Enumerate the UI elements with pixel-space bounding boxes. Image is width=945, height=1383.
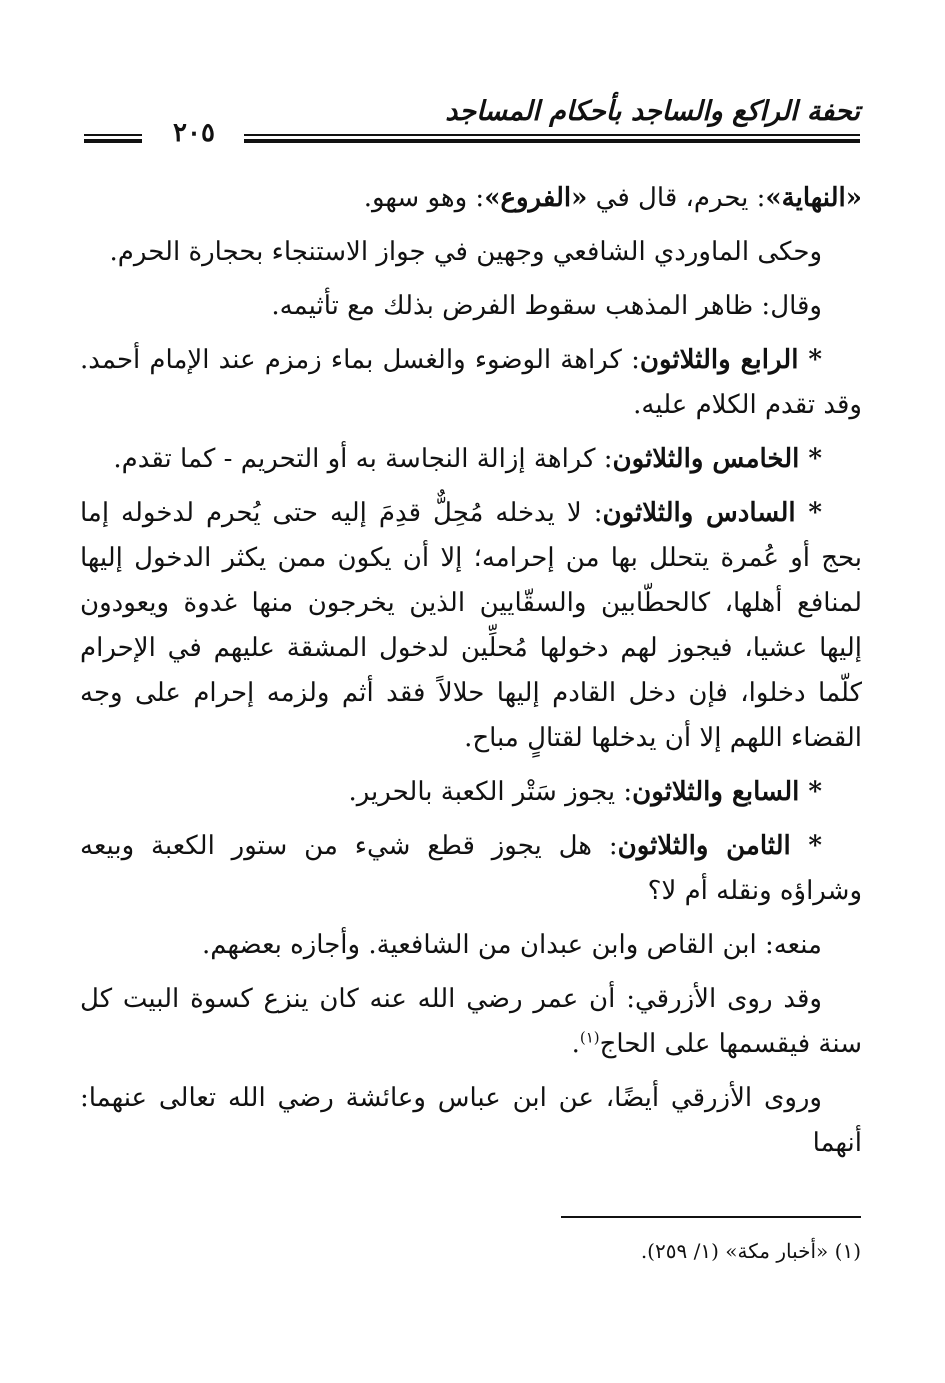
bold-heading-text: «النهاية» <box>765 183 862 213</box>
bold-heading-text: * الرابع والثلاثون <box>639 345 823 375</box>
header-rule-thick <box>244 139 860 143</box>
paragraph-text: . <box>571 1029 580 1059</box>
header-rule-left <box>84 134 142 136</box>
paragraph <box>80 338 862 428</box>
paragraph-text: وحكى الماوردي الشافعي وجهين في جواز الاستنجاء بحجارة الحرم. <box>109 237 822 267</box>
page-number: ٢٠٥ <box>173 118 215 148</box>
book-title: تحفة الراكع والساجد بأحكام المساجد <box>445 96 860 127</box>
paragraph-text: : يجوز سَتْر الكعبة بالحرير. <box>348 777 633 807</box>
paragraph-text: : هل يجوز قطع شيء من ستور الكعبة وبيعه وشراؤه ونقله أم لا؟ <box>80 831 862 906</box>
bold-heading-text: «الفروع» <box>484 183 588 213</box>
paragraph <box>80 923 862 968</box>
header-rule <box>244 134 860 136</box>
bold-heading-text: * الخامس والثلاثون <box>612 444 822 474</box>
paragraph <box>80 770 862 815</box>
paragraph <box>80 437 862 482</box>
paragraph <box>80 977 862 1067</box>
footnote-item: (١) «أخبار مكة» (١/ ٢٥٩). <box>640 1239 861 1263</box>
footnotes <box>161 1236 861 1266</box>
bold-heading-text: * السادس والثلاثون <box>602 498 822 528</box>
paragraph <box>80 284 862 329</box>
footnote-separator <box>561 1216 861 1218</box>
paragraph-text: : لا يدخله مُحِلٌّ قدِمَ إليه حتى يُحرم لدخوله إما بحج أو عُمرة يتحلل بها من إحرامه؛ إلا أن يكون ممن يكثر الدخول إليها لمنافع أهلها، كالحطّابين والسقّايين الذين يخرجون منها غدوة ويعودون إليها عشيا، فيجوز لهم دخولها مُحلِّين لدخول المشقة عليهم في الإحرام كلّما دخلوا، فإن دخل القادم إليها حلالاً فقد أثم ولزمه إحرام على وجه القضاء اللهم إلا أن يدخلها لقتالٍ مباح. <box>80 498 862 753</box>
paragraph-text: وقد روى الأزرقي: أن عمر رضي الله عنه كان ينزع كسوة البيت كل سنة فيقسمها على الحاج <box>80 984 862 1059</box>
paragraph <box>80 824 862 914</box>
paragraph <box>80 176 862 221</box>
footnote-reference: (١) <box>579 1028 600 1047</box>
header-rule-left-thick <box>84 139 142 143</box>
bold-heading-text: * الثامن والثلاثون <box>617 831 822 861</box>
paragraph <box>80 491 862 761</box>
running-header <box>84 92 860 152</box>
paragraph-text: : كراهة إزالة النجاسة به أو التحريم - كما تقدم. <box>113 444 613 474</box>
paragraph-text: منعه: ابن القاص وابن عبدان من الشافعية. وأجازه بعضهم. <box>201 930 822 960</box>
paragraph-text: وقال: ظاهر المذهب سقوط الفرض بذلك مع تأثيمه. <box>271 291 822 321</box>
paragraph <box>80 1076 862 1166</box>
paragraph-text: : كراهة الوضوء والغسل بماء زمزم عند الإمام أحمد. وقد تقدم الكلام عليه. <box>80 345 862 420</box>
paragraph-text: وروى الأزرقي أيضًا، عن ابن عباس وعائشة رضي الله تعالى عنهما: أنهما <box>80 1083 862 1158</box>
body-text <box>80 176 862 1175</box>
paragraph-text: : وهو سهو. <box>363 183 485 213</box>
paragraph <box>80 230 862 275</box>
paragraph-text: : يحرم، قال في <box>587 183 766 213</box>
bold-heading-text: * السابع والثلاثون <box>632 777 822 807</box>
